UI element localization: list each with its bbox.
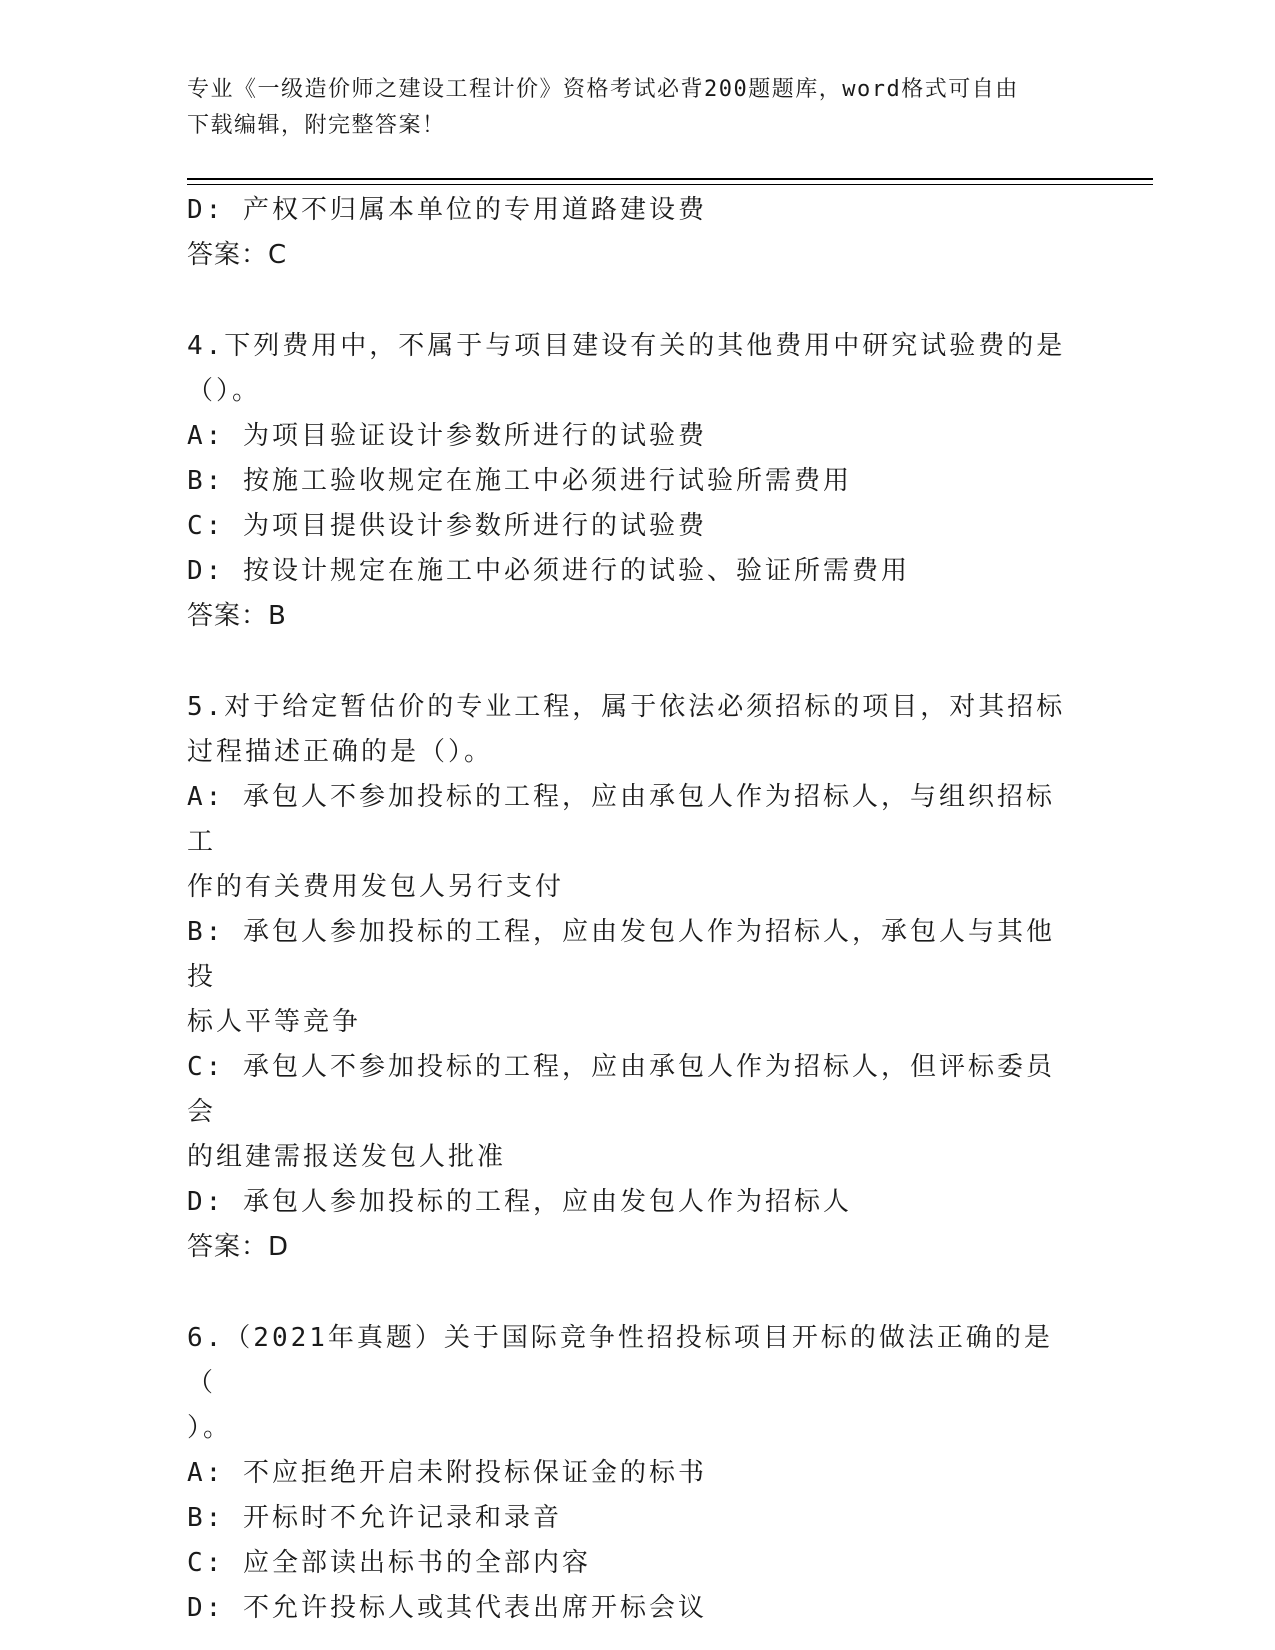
q5-option-b-line-2: 标人平等竞争 <box>187 1007 362 1037</box>
q5-option-b-line-1: B: 承包人参加投标的工程，应由发包人作为招标人，承包人与其他投 <box>187 917 1055 992</box>
q5-stem-line-2: 过程描述正确的是（）。 <box>187 737 494 767</box>
header-divider-thick <box>187 178 1153 180</box>
q3-answer: 答案：C <box>187 240 288 270</box>
q6-option-b: B: 开标时不允许记录和录音 <box>187 1503 562 1533</box>
q4-option-c: C: 为项目提供设计参数所进行的试验费 <box>187 511 707 541</box>
q5-option-d: D: 承包人参加投标的工程，应由发包人作为招标人 <box>187 1187 852 1217</box>
q5-option-a-line-1: A: 承包人不参加投标的工程，应由承包人作为招标人，与组织招标工 <box>187 782 1055 857</box>
q5-option-c-line-2: 的组建需报送发包人批准 <box>187 1142 507 1172</box>
q5-option-c-line-1: C: 承包人不参加投标的工程，应由承包人作为招标人，但评标委员会 <box>187 1052 1055 1127</box>
q6-option-a: A: 不应拒绝开启未附投标保证金的标书 <box>187 1458 707 1488</box>
q4-option-a: A: 为项目验证设计参数所进行的试验费 <box>187 421 707 451</box>
header-line-2: 下载编辑，附完整答案！ <box>187 113 446 138</box>
document-header <box>187 72 1067 144</box>
header-divider-thin <box>187 184 1153 185</box>
q6-stem-line-1: 6.（2021年真题）关于国际竞争性招投标项目开标的做法正确的是（ <box>187 1323 1053 1398</box>
q6-option-d: D: 不允许投标人或其代表出席开标会议 <box>187 1593 707 1623</box>
q4-stem-line-2: （）。 <box>187 376 262 406</box>
q4-answer: 答案：B <box>187 601 287 631</box>
q5-stem-line-1: 5.对于给定暂估价的专业工程，属于依法必须招标的项目，对其招标 <box>187 692 1066 722</box>
q4-option-d: D: 按设计规定在施工中必须进行的试验、验证所需费用 <box>187 556 910 586</box>
q6-stem-line-2: ）。 <box>187 1413 233 1443</box>
question-content <box>187 188 1077 1631</box>
q4-stem-line-1: 4.下列费用中，不属于与项目建设有关的其他费用中研究试验费的是 <box>187 331 1066 361</box>
q6-option-c: C: 应全部读出标书的全部内容 <box>187 1548 591 1578</box>
spacer <box>187 278 1077 324</box>
spacer <box>187 1270 1077 1316</box>
q3-option-d: D: 产权不归属本单位的专用道路建设费 <box>187 195 707 225</box>
q5-option-a-line-2: 作的有关费用发包人另行支付 <box>187 872 565 902</box>
spacer <box>187 639 1077 685</box>
q5-answer: 答案：D <box>187 1232 290 1262</box>
q4-option-b: B: 按施工验收规定在施工中必须进行试验所需费用 <box>187 466 852 496</box>
header-line-1: 专业《一级造价师之建设工程计价》资格考试必背200题题库，word格式可自由 <box>187 77 1019 102</box>
